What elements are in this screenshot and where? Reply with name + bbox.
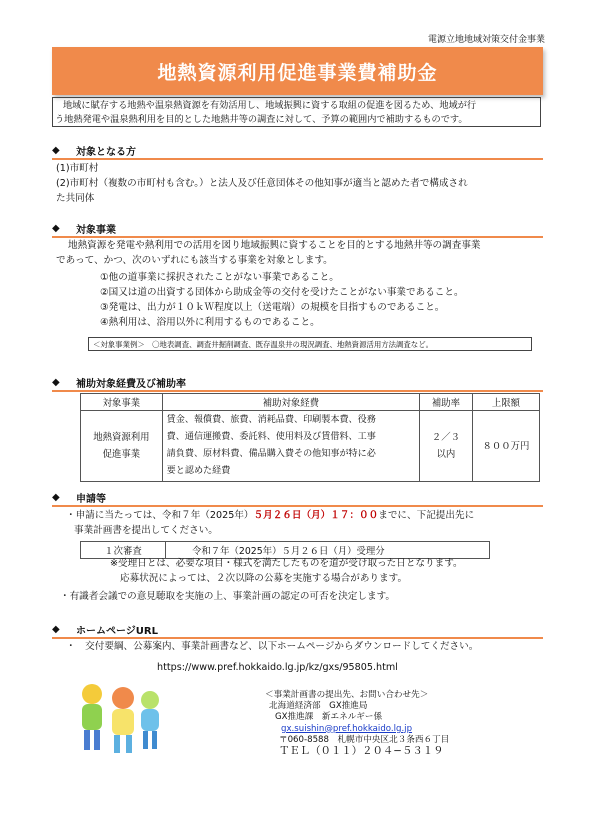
deadline-date: ５月２６日（月）１７：００ bbox=[253, 510, 379, 521]
table-header-row bbox=[81, 394, 540, 411]
intro-line-1: 地域に賦存する地熱や温泉熱資源を有効活用し、地域振興に資する取組の促進を図るため、地域が行 bbox=[63, 100, 477, 111]
cell-text: 要と認めた経費 bbox=[166, 466, 231, 476]
project-example-box: ＜対象事業例＞ 〇地表調査、調査井掘削調査、既存温泉井の現況調査、地熱資源活用方法調査など。 bbox=[88, 337, 532, 351]
section-header-target-project bbox=[52, 221, 543, 238]
application-text bbox=[66, 508, 546, 538]
section-title: 申請等 bbox=[76, 494, 106, 505]
cell-text: 賃金、報償費、旅費、消耗品費、印刷製本費、役務 bbox=[166, 415, 376, 425]
cell-text: 以内 bbox=[436, 449, 456, 460]
section-title: 対象事業 bbox=[76, 225, 116, 236]
application-line-2: 事業計画書を提出してください。 bbox=[74, 525, 218, 536]
cell-text: 請負費、原材料費、備品購入費その他知事が特に必 bbox=[166, 449, 376, 459]
condition-item: ④熱利用は、浴用以外に利用するものであること。 bbox=[100, 317, 320, 328]
column-header: 補助率 bbox=[420, 394, 473, 411]
contact-email[interactable]: gx.suishin@pref.hokkaido.lg.jp bbox=[281, 723, 413, 734]
diamond-marker-icon: ◆ bbox=[52, 377, 60, 388]
section-header-target-entity bbox=[52, 143, 543, 160]
diamond-marker-icon: ◆ bbox=[52, 624, 60, 635]
mascot-illustration bbox=[68, 680, 168, 760]
page-title: 地熱資源利用促進事業費補助金 bbox=[52, 47, 543, 95]
diamond-marker-icon: ◆ bbox=[52, 492, 60, 503]
condition-list bbox=[100, 270, 540, 330]
program-label: 電源立地地域対策交付金事業 bbox=[427, 35, 545, 45]
list-item: た共同体 bbox=[56, 193, 95, 204]
review-round-label: １次審査 bbox=[81, 542, 166, 559]
column-header: 上限額 bbox=[472, 394, 539, 411]
cell-text: 促進事業 bbox=[102, 449, 141, 460]
note-line: ※受理日とは、必要な項目・様式を満たしたものを道が受け取った日となります。 bbox=[110, 558, 463, 569]
review-round-value: 令和７年（2025年）５月２６日（月）受理分 bbox=[166, 542, 490, 559]
homepage-url-link[interactable]: https://www.pref.hokkaido.lg.jp/kz/gxs/95805.html bbox=[157, 662, 398, 673]
application-line-3: ・有識者会議での意見聴取を実施の上、事業計画の認定の可否を決定します。 bbox=[60, 591, 396, 602]
homepage-line: ・ 交付要綱、公募案内、事業計画書など、以下ホームページからダウンロードしてください。 bbox=[66, 641, 479, 652]
text: ・申請に当たっては、令和７年（2025年） bbox=[66, 510, 254, 521]
desc-line: であって、かつ、次のいずれにも該当する事業を対象とします。 bbox=[56, 255, 333, 266]
column-header: 対象事業 bbox=[81, 394, 163, 411]
cell-text: ２／３ bbox=[431, 432, 460, 443]
section-title: 補助対象経費及び補助率 bbox=[76, 379, 186, 390]
diamond-marker-icon: ◆ bbox=[52, 145, 60, 156]
section-header-expenses bbox=[52, 375, 543, 392]
column-header: 補助対象経費 bbox=[162, 394, 419, 411]
condition-item: ①他の道事業に採択されたことがない事業であること。 bbox=[100, 272, 339, 283]
target-entity-list bbox=[56, 161, 541, 206]
cell-expense bbox=[162, 411, 419, 482]
target-project-desc bbox=[56, 238, 543, 268]
intro-line-2: う地熱発電や温泉熱利用を目的とした地熱井等の調査に対して、予算の範囲内で補助するものです。 bbox=[55, 114, 468, 125]
cell-text: 費、通信運搬費、委託料、使用料及び賃借料、工事 bbox=[166, 432, 376, 442]
list-item: (1)市町村 bbox=[56, 163, 99, 174]
expense-table bbox=[80, 393, 540, 482]
note-line: 応募状況によっては、２次以降の公募を実施する場合があります。 bbox=[120, 573, 408, 584]
contact-section: GX推進課 新エネルギー係 bbox=[275, 712, 383, 723]
section-title: ホームページURL bbox=[76, 626, 158, 637]
condition-item: ③発電は、出力が１０ｋＷ程度以上（送電端）の規模を目指すものであること。 bbox=[100, 302, 445, 313]
application-notes bbox=[110, 556, 540, 586]
intro-box bbox=[52, 97, 541, 127]
cell-limit: ８００万円 bbox=[472, 411, 539, 482]
section-title: 対象となる方 bbox=[76, 147, 136, 158]
section-header-application bbox=[52, 490, 543, 507]
contact-tel: ＴＥＬ（０１１）２０４−５３１９ bbox=[279, 745, 444, 758]
text: までに、下記提出先に bbox=[378, 510, 475, 521]
desc-line: 地熱資源を発電や熱利用での活用を図り地域振興に資することを目的とする地熱井等の調査事業 bbox=[68, 240, 481, 251]
cell-rate bbox=[420, 411, 473, 482]
contact-box bbox=[265, 690, 455, 757]
list-item: (2)市町村（複数の市町村も含む。）と法人及び任意団体その他知事が適当と認めた者で構成され bbox=[56, 178, 468, 189]
section-header-homepage bbox=[52, 622, 543, 639]
contact-heading: ＜事業計画書の提出先、お問い合わせ先＞ bbox=[265, 690, 429, 700]
condition-item: ②国又は道の出資する団体から助成金等の交付を受けたことがない事業であること。 bbox=[100, 287, 464, 298]
application-line-1 bbox=[66, 508, 546, 523]
diamond-marker-icon: ◆ bbox=[52, 223, 60, 234]
cell-project bbox=[81, 411, 163, 482]
cell-text: 地熱資源利用 bbox=[93, 432, 150, 443]
table-row bbox=[81, 411, 540, 482]
contact-address: 〒060-8588 札幌市中央区北３条西６丁目 bbox=[279, 734, 450, 745]
contact-dept: 北海道経済部 GX推進局 bbox=[269, 701, 368, 712]
